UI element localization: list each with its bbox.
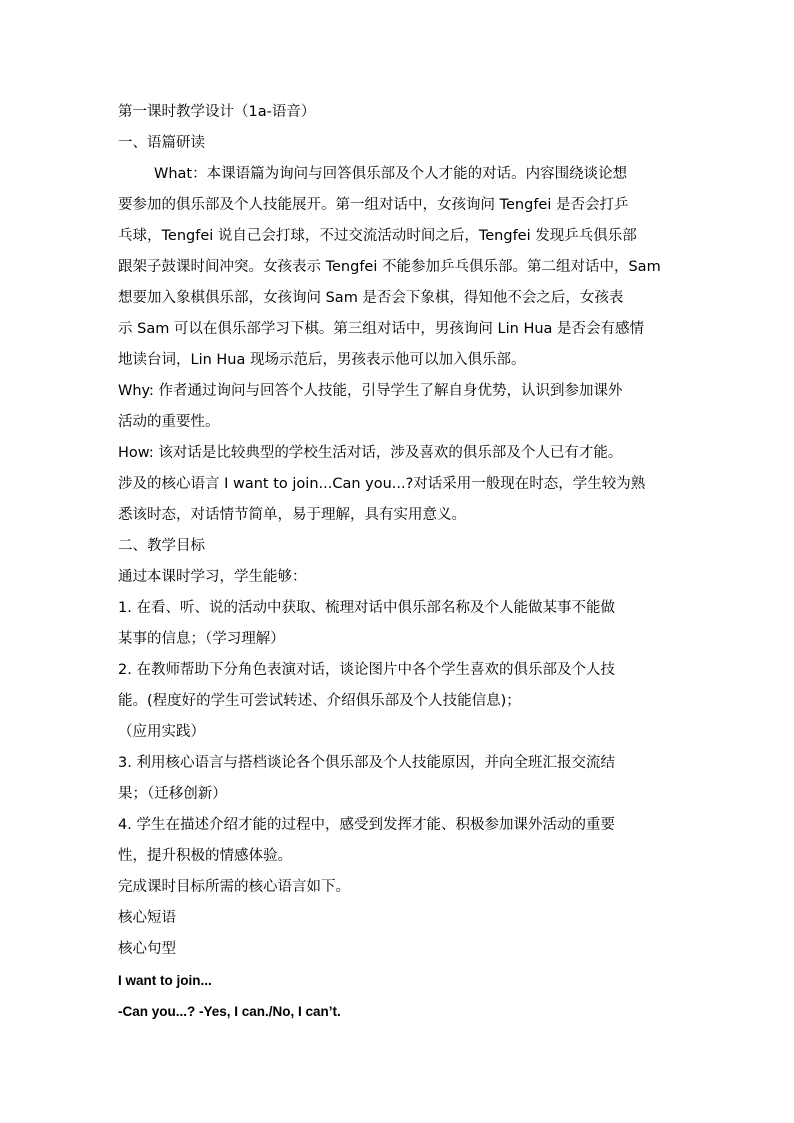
what-line: 要参加的俱乐部及个人技能展开。第一组对话中，女孩询问 Tengfei 是否会打乒 (118, 197, 629, 213)
goal-line: 某事的信息；（学习理解） (118, 631, 285, 647)
why-line: 活动的重要性。 (118, 414, 220, 430)
document-title: 第一课时教学设计（1a-语音） (118, 104, 316, 120)
goals-intro: 通过本课时学习，学生能够： (118, 569, 307, 585)
what-paragraph (118, 159, 678, 376)
goal-line: 1. 在看、听、说的活动中获取、梳理对话中俱乐部名称及个人能做某事不能做 (118, 600, 615, 616)
core-language-intro: 完成课时目标所需的核心语言如下。 (118, 879, 350, 895)
what-line: 跟架子鼓课时间冲突。女孩表示 Tengfei 不能参加乒乓俱乐部。第二组对话中，Sam (118, 259, 661, 275)
core-sentence-2: -Can you...? -Yes, I can./No, I can’t. (118, 1004, 341, 1019)
section-heading-teaching-goals: 二、教学目标 (118, 538, 205, 554)
core-phrases-label: 核心短语 (118, 910, 176, 926)
why-line: Why: 作者通过询问与回答个人技能，引导学生了解自身优势，认识到参加课外 (118, 383, 623, 399)
goal-line: 2. 在教师帮助下分角色表演对话，谈论图片中各个学生喜欢的俱乐部及个人技 (118, 662, 615, 678)
goal-line: 性，提升积极的情感体验。 (118, 848, 292, 864)
goal-line: 3. 利用核心语言与搭档谈论各个俱乐部及个人技能原因，并向全班汇报交流结 (118, 755, 615, 771)
goal-line: 能。(程度好的学生可尝试转述、介绍俱乐部及个人技能信息)； (118, 693, 521, 709)
how-line: 悉该时态，对话情节简单，易于理解，具有实用意义。 (118, 507, 466, 523)
goal-line: 4. 学生在描述介绍才能的过程中，感受到发挥才能、积极参加课外活动的重要 (118, 817, 615, 833)
how-paragraph (118, 438, 678, 531)
what-line: 想要加入象棋俱乐部，女孩询问 Sam 是否会下象棋，得知他不会之后，女孩表 (118, 290, 624, 306)
goals-list (118, 593, 678, 872)
how-line: 涉及的核心语言 I want to join...Can you...?对话采用一般现在时态，学生较为熟 (118, 476, 646, 492)
document-page (118, 97, 678, 1027)
core-sentence-1: I want to join... (118, 973, 212, 988)
what-line: 地读台词，Lin Hua 现场示范后，男孩表示他可以加入俱乐部。 (118, 352, 526, 368)
how-line: How: 该对话是比较典型的学校生活对话，涉及喜欢的俱乐部及个人已有才能。 (118, 445, 623, 461)
section-heading-text-study: 一、语篇研读 (118, 135, 205, 151)
why-paragraph (118, 376, 678, 438)
what-line: What：本课语篇为询问与回答俱乐部及个人才能的对话。内容围绕谈论想 (154, 166, 628, 182)
what-line: 乓球，Tengfei 说自己会打球，不过交流活动时间之后，Tengfei 发现乒乓俱乐部 (118, 228, 637, 244)
what-line: 示 Sam 可以在俱乐部学习下棋。第三组对话中，男孩询问 Lin Hua 是否会有感情 (118, 321, 645, 337)
goal-line: 果；（迁移创新） (118, 786, 227, 802)
goal-line: （应用实践） (118, 724, 205, 740)
core-sentences-label: 核心句型 (118, 941, 176, 957)
